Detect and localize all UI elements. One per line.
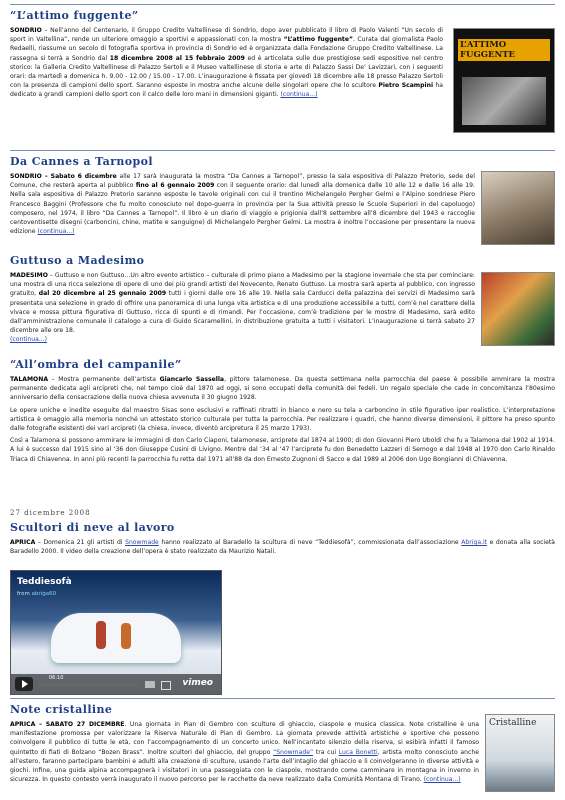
continue-link[interactable]: (continua...) — [10, 336, 48, 344]
article-body: SONDRIO – Sabato 6 dicembre alle 17 sarà inaugurata la mostra “Da Cannes a Tarnopol”, presso la sala espositiva di Palazzo Pretorio, sede del Comune, che resterà aperta al pubblico fino al 6 gennaio 2009 con il seguente orario: dal lunedì alla domenica dalle 10 alle 12 e dalle 16 alle 19. Nella sala espositiva di Palazzo Pretorio saranno esposte le tavole originali con cui il trentino Michelangelo Pergher Gelmi e l’Alpino sondriese Piero Francesco Baggini (Professore che fu molto conosciuto nel dopo-guerra in provincia per la Sua attività presso le Scuole Superiori in del capoluogo) composero, nel 1974, il libro “Da Cannes a Tarnopol”. Il libro è un diario di viaggio e prigionia dall’8 settembre all’8 dicembre del 1943 e raccoglie centoventisette disegni (carboncini, chine, matite e sanguigne) di Michelangelo Pergher Gelmi. La mostra è inoltre l’occasione per presentare la nuova edizione (continua...) — [10, 173, 475, 236]
divider — [10, 4, 555, 5]
article-body: TALAMONA – Mostra permanente dell’artista Giancarlo Sassella, pittore talamonese. Da questa settimana nella parrocchia del paese è possibile ammirare la mostra permanente dedicata agli arcipreti che, nel tempo cioè dal 1870 ad oggi, si sono occupati della comunità dei fedeli. Un regalo speciale che cade in concomitanza l’80esimo anniversario della consacrazione della nuova chiesa avvenuta il 30 giugno 1928. Le opere uniche e inedite eseguite dal maestro Sisas sono esclusivi e raffinati ritratti in bianco e nero su tela a carboncino in stile figurativo iper realistico. L’interpretazione artistica è omaggio alla memoria nonché un attestato storico culturale per tutta la parrocchia. Per realizzare i quadri, che hanno diverse dimensioni, il pittore ha preso spunto dalle fotografie esistenti dei vari arcipreti (la chiesa, invece, diventò arcipretura il 25 marzo 1793). Così a Talamona si possono ammirare le immagini di don Carlo Ciaponi, talamonese, arciprete dal 1874 al 1900; di don Giovanni Piero Uboldi che fu a Talamona dal 1902 al 1914. A lui è successo dal 1915 sino al ‘36 don Giuseppe Cusini di Livigno. Mentre dal ‘34 al ‘47 l’arciprete fu don Benedetto Lazzeri di Semogo e dal 1948 al 1970 don Carlo Rinaldo Triaca di Chiavenna. In anni più recenti la parrocchia fu retta dal 1971 all’88 da don Ernesto Zugnoni di Sacco e dal 1989 al 2006 don Ugo Bongianni di Chiavenna. — [10, 376, 555, 463]
luca-bonetti-link[interactable]: Luca Bonetti — [338, 748, 378, 756]
post-date: 27 dicembre 2008 — [10, 509, 91, 517]
person-right — [121, 623, 131, 649]
article-title[interactable]: Guttuso a Madesimo — [10, 254, 145, 267]
painting-image[interactable] — [481, 272, 555, 346]
play-icon — [22, 680, 28, 688]
continue-link[interactable]: (continua...) — [280, 91, 318, 99]
event-poster-image[interactable]: Cristalline — [485, 714, 555, 792]
article-guttuso — [10, 254, 555, 345]
volume-icon[interactable] — [145, 681, 155, 688]
person-left — [96, 621, 106, 649]
snowmade-link[interactable]: Snowmade — [125, 539, 159, 546]
article-attimo-fuggente — [10, 4, 555, 100]
divider — [10, 698, 555, 699]
article-title[interactable]: Scultori di neve al lavoro — [10, 521, 175, 534]
video-time: 06:10 — [49, 675, 64, 681]
continue-link[interactable]: (continua...) — [423, 776, 461, 784]
snow-sculpture — [51, 613, 181, 663]
article-note-cristalline — [10, 698, 555, 784]
video-player[interactable]: Teddiesofà from abriga60 06:10 vimeo — [10, 570, 222, 695]
continue-link[interactable]: (continua...) — [37, 228, 75, 236]
vimeo-logo[interactable]: vimeo — [182, 678, 213, 688]
play-button[interactable] — [15, 677, 33, 691]
fullscreen-icon[interactable] — [161, 681, 171, 690]
video-controls — [11, 674, 221, 694]
article-cannes-tarnopol — [10, 150, 555, 236]
article-title[interactable]: “L’attimo fuggente” — [10, 9, 139, 22]
article-scultori-neve — [10, 521, 555, 556]
progress-bar[interactable] — [39, 683, 139, 687]
video-title[interactable]: Teddiesofà — [17, 577, 72, 587]
snowmade-link[interactable]: “Snowmade” — [273, 748, 314, 756]
article-title[interactable]: “All’ombra del campanile” — [10, 358, 182, 371]
article-campanile — [10, 358, 555, 467]
divider — [10, 150, 555, 151]
article-body: MADESIMO – Guttuso e non Guttuso…Un altro evento artistico – culturale di primo piano a Madesimo per la stagione invernale che sta per cominciare: una mostra di una ricca selezione di opere di uno dei più grandi artisti del Novecento, Renato Guttuso. La mostra sarà aperta al pubblico, con ingresso gratuito, dal 20 dicembre al 25 gennaio 2009 tutti i giorni dalle ore 16 alle 19. Nella sala Carducci della palazzina dei servizi di Madesimo sarà presentata una selezione in grado di offrire una panoramica di una lunga vita artistica e di una produzione accessibile a tutti, com’è nel carattere della vivace e mossa pittura figurativa di Guttuso, ricca di spunti e di rimandi. Per l’occasione, com’è tradizione per le mostre di Madesimo, sarà edito dall’amministrazione comunale il catalogo a cura di Guido Scaramellini, in distribuzione gratuita a tutti i visitatori. L’inaugurazione si terrà sabato 27 dicembre alle ore 18. (continua...) — [10, 272, 475, 344]
abriga-link[interactable]: Abriga.it — [461, 539, 488, 546]
date-header — [10, 509, 555, 518]
article-body: SONDRIO – Nell’anno del Centenario, il Gruppo Credito Valtellinese di Sondrio, dopo aver pubblicato il libro di Paolo Valenti “Un secolo di sport in Valtellina”, rende un ulteriore omaggio a sportivi e appassionati con la mostra “L’attimo fuggente”. Curata dal giornalista Paolo Redaelli, riassume un secolo di fotografia sportiva in provincia di Sondrio ed è organizzata dalla Fondazione Gruppo Credito Valtellinese. La rassegna si terrà a Sondrio dal 18 dicembre 2008 al 15 febbraio 2009 ed è articolata sulle due prestigiose sedi espositive nel centro storico: la Galleria Credito Valtellinese di Palazzo Sertoli e il Museo valtellinese di storia e arte di Palazzo Sassi De’ Lavizzari, con i seguenti orari: da martedì a domenica h. 9.00 - 12.00 / 15.00 - 17.00. L’inaugurazione è fissata per giovedì 18 dicembre alle 18 presso Palazzo Sertoli con la presenza di campioni dello sport. Saranno esposte in mostra anche alcune delle singolari opere che lo scultore Pietro Scampini ha dedicato a grandi campioni dello sport con il calco delle loro mani in dimensioni giganti. (continua...) — [10, 27, 443, 99]
drawing-image[interactable] — [481, 171, 555, 245]
article-title[interactable]: Da Cannes a Tarnopol — [10, 155, 153, 168]
article-body: APRICA – Domenica 21 gli artisti di Snowmade hanno realizzato al Baradello la scultura di neve “Teddiesofà”, commissionata dall’associazione Abriga.it e donata alla società Baradello 2000. Il video della creazione dell’opera è stato realizzato da Maurizio Natali. — [10, 539, 555, 556]
article-title[interactable]: Note cristalline — [10, 703, 113, 716]
video-user-link[interactable]: abriga60 — [31, 591, 57, 597]
article-body: APRICA – SABATO 27 DICEMBRE. Una giornata in Pian di Gembro con sculture di ghiaccio, ciaspole e musica classica. Note cristalline è una manifestazione promossa per valorizzare la Riserva Naturale di Pian di Gembro. La giornata prevede attività artistiche e sportive che possono coinvolgere il pubblico di tutte le età, con l’accompagnamento di un concerto unico. Nell’incantato silenzio della riserva, si esibirà infatti il famoso quintetto di fiati di Bolzano “Bozen Brass”. Inoltre scultori del ghiaccio, del gruppo “Snowmade” tra cui Luca Bonetti, artista molto conosciuto anche all’estero, faranno partecipare bambini e adulti alla creazione di sculture, usando l’arte dell’intaglio del ghiaccio e li coinvolgeranno in diverse attività e giochi. Infine, una guida alpina accompagnerà i visitatori in una passeggiata con le ciaspole, mostrando come camminare in montagna in inverno in sicurezza. In questo contesto verrà inaugurato il nuovo percorso per le racchette da neve realizzato dalla Comunità Montana di Tirano. (continua...) — [10, 721, 479, 784]
exhibition-poster-image[interactable]: L’ATTIMO FUGGENTE — [453, 28, 555, 133]
